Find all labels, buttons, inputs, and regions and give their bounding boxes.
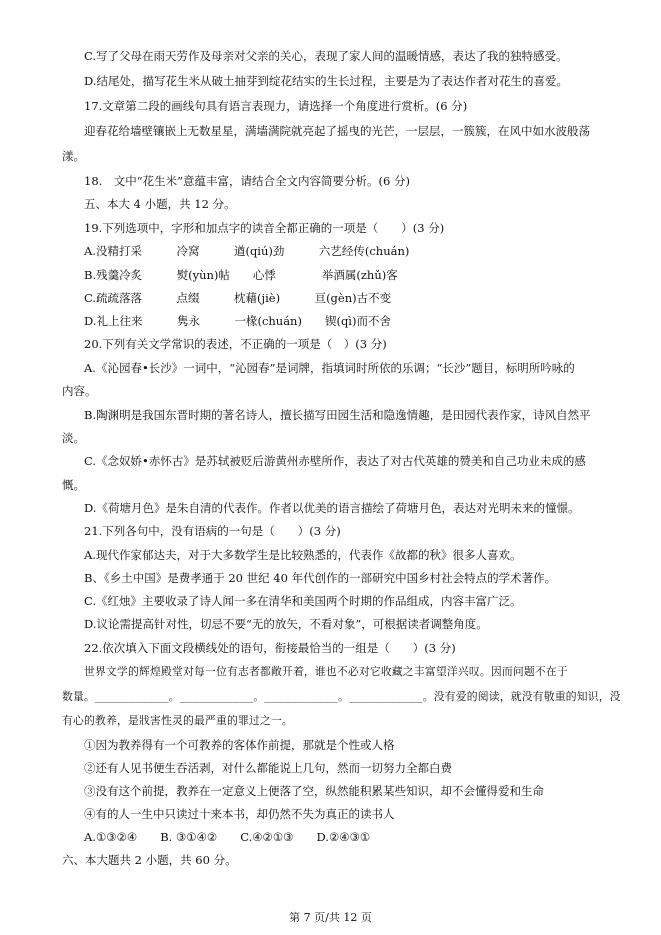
sentence-1: ①因为教养得有一个可教养的客体作前提，那就是个性或人格: [84, 738, 395, 752]
option-c-q21: C.《红烛》主要收录了诗人闻一多在清华和美国两个时期的作品组成，内容丰富广泛。: [84, 594, 522, 608]
option-d-q21: D.议论需提高针对性，切忌不要“无的放矢，不看对象”，可根据读者调整角度。: [84, 617, 488, 631]
option-c-q19: C.疏疏落落 点缀 枕藉(jiè) 亘(gèn)古不变: [84, 291, 392, 305]
option-a-q20-line-1: A.《沁园春•长沙》一词中，“沁园春”是词牌，指填词时所依的乐调；“长沙”题目，标明所吟咏的: [84, 361, 575, 375]
question-18: 18. 文中“花生米”意蕴丰富，请结合全文内容简要分析。(6 分): [84, 174, 410, 188]
option-a-q21: A.现代作家郁达夫，对于大多数学生是比较熟悉的，代表作《故都的秋》很多人喜欢。: [84, 548, 522, 562]
option-c-q16: C.写了父母在雨天劳作及母亲对父亲的关心，表现了家人间的温暖情感，表达了我的独特感受。: [84, 49, 568, 63]
question-17: 17.文章第二段的画线句具有语言表现力，请选择一个角度进行赏析。(6 分): [84, 99, 468, 113]
option-d-q20: D.《荷塘月色》是朱自清的代表作。作者以优美的语言描绘了荷塘月色，表达对光明未来的憧憬。: [84, 501, 580, 515]
passage-line-3: 有心的教养，是戕害性灵的最严重的罪过之一。: [62, 714, 293, 727]
question-19: 19.下列选项中，字形和加点字的读音全都正确的一项是（ ）(3 分): [84, 221, 445, 235]
quoted-passage-line-2: 漾。: [62, 149, 85, 163]
passage-line-1: 世界文学的辉煌殿堂对每一位有志者都敞开着，谁也不必对它收藏之丰富望洋兴叹。因而问题不在于: [84, 665, 568, 678]
page-footer: 第 7 页/共 12 页: [289, 911, 372, 924]
option-b-q20-line-1: B.陶渊明是我国东晋时期的著名诗人，擅长描写田园生活和隐逸情趣，是田园代表作家，诗风自然平: [84, 408, 591, 422]
option-c-q20-line-1: C.《念奴娇•赤怀古》是苏轼被贬后游黄州赤壁所作，表达了对古代英雄的赞美和自己功业未成的感: [84, 454, 586, 468]
option-d-q16: D.结尾处，描写花生米从破土抽芽到绽花结实的生长过程，主要是为了表达作者对花生的喜爱。: [84, 74, 568, 88]
option-b-q21: B、《乡土中国》是费孝通于 20 世纪 40 年代创作的一部研究中国乡村社会特点的学术著作。: [84, 571, 557, 585]
option-b-q19: B.残羹冷炙 熨(yùn)帖 心悸 举酒属(zhǔ)客: [84, 268, 398, 282]
section-six-heading: 六、本大题共 2 小题，共 60 分。: [62, 853, 237, 867]
option-d-q19: D.礼上往来 隽永 一椽(chuán) 锲(qì)而不舍: [84, 314, 391, 328]
section-five-heading: 五、本大 4 小题，共 12 分。: [84, 197, 236, 211]
sentence-2: ②还有人见书便生吞活剥，对什么都能说上几句，然而一切努力全都白费: [84, 761, 452, 775]
sentence-4: ④有的人一生中只读过十来本书，却仍然不失为真正的读书人: [84, 807, 395, 821]
option-a-q19: A.没精打采 冷窝 遒(qiú)劲 六艺经传(chuán): [84, 244, 410, 258]
question-20: 20.下列有关文学常识的表述，不正确的一项是（ ）(3 分): [84, 337, 387, 351]
question-22: 22.依次填入下面文段横线处的语句，衔接最恰当的一组是（ ）(3 分): [84, 641, 456, 655]
option-c-q20-line-2: 慨。: [62, 478, 85, 492]
passage-line-2: 数量。___________。___________。___________。___________。没有爱的阅读，就没有敬重的知识，没: [62, 690, 621, 703]
option-a-q20-line-2: 内容。: [62, 384, 97, 398]
sentence-3: ③没有这个前提，教养在一定意义上便落了空，纵然能积累某些知识，却不会懂得爱和生命: [84, 784, 544, 798]
quoted-passage-line-1: 迎春花给墙壁镶嵌上无数星星，满墙满院就亮起了摇曳的光芒，一层层，一簇簇，在风中如水波般荡: [84, 124, 590, 138]
answer-options-q22: A.①③②④ B. ③①④② C.④②①③ D.②④③①: [84, 830, 371, 844]
option-b-q20-line-2: 淡。: [62, 431, 85, 445]
question-21: 21.下列各句中，没有语病的一句是（ ）(3 分): [84, 524, 341, 538]
